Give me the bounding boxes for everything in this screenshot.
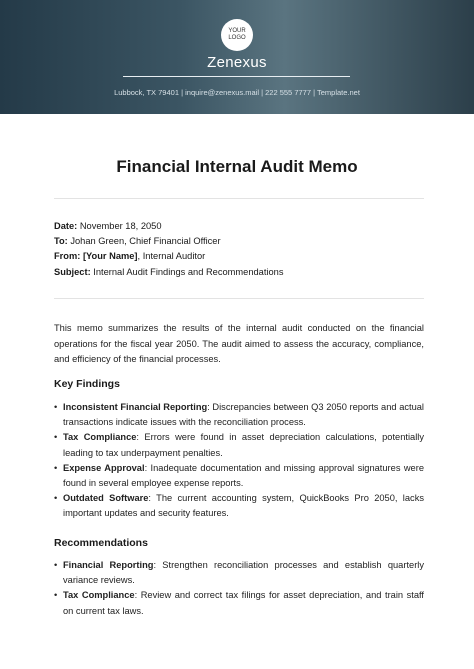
from-label: From:: [54, 251, 81, 261]
divider-top: [54, 198, 424, 199]
header-divider: [123, 76, 350, 77]
list-item: [54, 461, 424, 491]
list-item: [54, 558, 424, 588]
finding-label: Outdated Software: [63, 493, 149, 504]
finding-label: Tax Compliance: [63, 432, 137, 443]
key-findings-heading: Key Findings: [54, 378, 120, 390]
recommendation-text: : Review and correct tax filings for asset depreciation, and train staff on current tax laws.: [63, 590, 425, 616]
company-name: Zenexus: [207, 54, 267, 71]
meta-subject: [54, 265, 283, 280]
finding-text: : The current accounting system, QuickBooks Pro 2050, lacks important updates and security features.: [63, 493, 424, 519]
list-item: [54, 588, 424, 618]
contact-line: Lubbock, TX 79401 | inquire@zenexus.mail | 222 555 7777 | Template.net: [114, 88, 360, 97]
from-name: [Your Name]: [82, 251, 138, 261]
finding-text: : Errors were found in asset depreciation calculations, potentially leading to tax underpayment penalties.: [63, 432, 424, 458]
company-logo: [221, 19, 253, 51]
to-label: To:: [54, 236, 68, 246]
divider-middle: [54, 298, 424, 299]
meta-date: [54, 219, 162, 234]
subject-value: Internal Audit Findings and Recommendations: [93, 267, 284, 277]
recommendations-list: [54, 558, 424, 619]
memo-title: Financial Internal Audit Memo: [116, 157, 358, 176]
bullet-icon: •: [54, 590, 58, 601]
key-findings-list: [54, 400, 424, 522]
bullet-icon: •: [54, 560, 58, 570]
letterhead-banner: [0, 0, 474, 114]
list-item: [54, 400, 424, 430]
recommendations-heading: Recommendations: [54, 537, 148, 549]
recommendation-label: Tax Compliance: [63, 590, 135, 601]
list-item: [54, 491, 424, 521]
meta-from: [54, 249, 205, 264]
finding-text: : Inadequate documentation and missing approval signatures were found in several employee expense reports.: [63, 462, 424, 489]
finding-text: : Discrepancies between Q3 2050 reports and actual transactions indicate issues with the reconciliation process.: [63, 402, 424, 428]
meta-to: [54, 234, 221, 249]
from-value: , Internal Auditor: [137, 251, 206, 261]
date-label: Date:: [54, 221, 78, 231]
intro-paragraph: This memo summarizes the results of the internal audit conducted on the financial operations for the fiscal year 2050. The audit aimed to assess the accuracy, compliance, and efficiency of the financial processes.: [54, 323, 424, 364]
subject-label: Subject:: [54, 267, 91, 277]
date-value: November 18, 2050: [79, 221, 162, 231]
finding-label: Expense Approval: [63, 462, 145, 473]
bullet-icon: •: [54, 462, 58, 473]
finding-label: Inconsistent Financial Reporting: [63, 402, 208, 412]
bullet-icon: •: [54, 402, 58, 412]
bullet-icon: •: [54, 493, 58, 504]
to-value: Johan Green, Chief Financial Officer: [70, 236, 221, 246]
recommendation-label: Financial Reporting: [63, 560, 154, 570]
logo-text: YOUR LOGO: [228, 28, 246, 41]
list-item: [54, 430, 424, 460]
recommendation-text: : Strengthen reconciliation processes and establish quarterly variance reviews.: [63, 560, 425, 586]
bullet-icon: •: [54, 432, 58, 443]
